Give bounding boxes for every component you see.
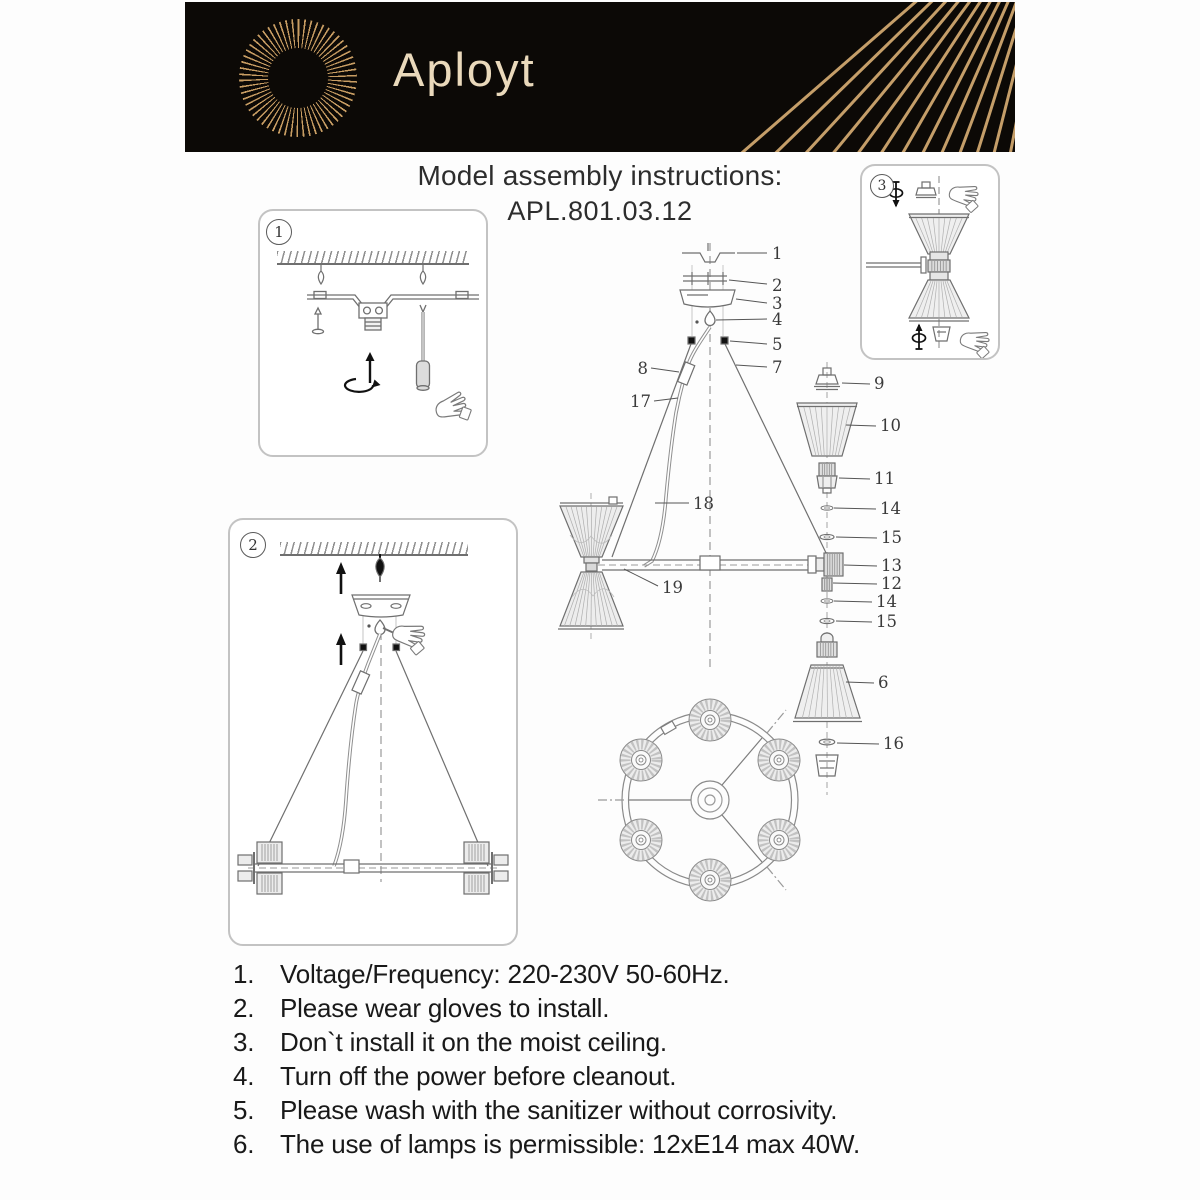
up-arrow-icon	[336, 562, 346, 665]
step-1-drawing	[260, 211, 486, 455]
top-view	[596, 699, 800, 901]
part-label-3: 3	[772, 294, 783, 313]
cable-grippers	[688, 337, 728, 344]
part-label-1: 1	[772, 244, 783, 263]
instruction-item-3	[233, 1025, 993, 1059]
canopy-part	[680, 290, 735, 307]
part-label-6: 6	[878, 673, 889, 692]
step-3-badge: 3	[870, 174, 894, 198]
item-number: 3.	[233, 1027, 255, 1057]
screw	[313, 308, 324, 334]
cord-clamp	[678, 362, 695, 385]
part-labels	[630, 244, 904, 753]
hand-icon	[947, 182, 982, 213]
part-label-14b: 14	[876, 592, 897, 611]
brand-banner	[185, 2, 1015, 152]
item-text: Please wash with the sanitizer without corrosivity.	[280, 1095, 838, 1125]
instruction-item-5	[233, 1093, 993, 1127]
mounting-bracket	[307, 292, 479, 331]
screwdriver-icon	[417, 305, 430, 390]
suspension-wires	[258, 651, 488, 866]
part-label-4: 4	[772, 310, 783, 329]
gold-rays-decoration-icon	[185, 2, 1015, 152]
part-label-13: 13	[881, 556, 902, 575]
hand-icon	[389, 621, 428, 657]
model-code: APL.801.03.12	[507, 196, 693, 226]
frame-bar	[248, 860, 498, 873]
item-number: 4.	[233, 1061, 255, 1091]
step-1-badge: 1	[266, 219, 292, 245]
item-text: The use of lamps is permissible: 12xE14 max 40W.	[280, 1129, 860, 1159]
crossbar-part	[683, 272, 727, 285]
part-label-12: 12	[881, 574, 902, 593]
frame-bar	[598, 556, 812, 570]
instruction-item-2	[233, 991, 993, 1025]
item-text: Please wear gloves to install.	[280, 993, 610, 1023]
item-text: Voltage/Frequency: 220-230V 50-60Hz.	[280, 959, 730, 989]
part-label-19: 19	[662, 578, 683, 597]
step-panel-2	[228, 518, 518, 946]
item-number: 5.	[233, 1095, 255, 1125]
part-label-10: 10	[880, 416, 901, 435]
canopy	[352, 595, 410, 617]
item-number: 2.	[233, 993, 255, 1023]
power-cord	[334, 634, 380, 866]
hanging-loop-part	[705, 311, 715, 326]
ceiling-hook	[376, 554, 384, 582]
spacer-part-12	[822, 578, 832, 591]
instruction-item-4	[233, 1059, 993, 1093]
part-label-15b: 15	[876, 612, 897, 631]
cone-shade-part-6	[793, 665, 862, 722]
socket-part-11	[817, 463, 837, 493]
rotate-arrow-icon	[345, 352, 380, 392]
step-panel-1	[258, 209, 488, 457]
part-label-8: 8	[637, 359, 648, 378]
hand-icon	[433, 390, 474, 428]
part-label-5: 5	[772, 335, 783, 354]
exploded-diagram	[540, 235, 1000, 915]
connector-part-13	[808, 553, 843, 576]
title-line1: Model assembly instructions:	[417, 160, 783, 191]
cap-part-9	[814, 368, 840, 390]
ceiling-profile-part	[682, 243, 735, 262]
exploded-column	[793, 362, 862, 795]
step-2-badge: 2	[240, 532, 266, 558]
instruction-list	[233, 957, 993, 1161]
part-label-18: 18	[693, 494, 714, 513]
part-label-17: 17	[630, 392, 651, 411]
step-2-drawing	[230, 520, 516, 944]
part-label-14a: 14	[880, 499, 901, 518]
item-text: Don`t install it on the moist ceiling.	[280, 1027, 667, 1057]
small-cap-top	[916, 182, 936, 198]
hourglass-shade	[558, 493, 624, 640]
part-label-15a: 15	[881, 528, 902, 547]
item-text: Turn off the power before cleanout.	[280, 1061, 677, 1091]
item-number: 1.	[233, 959, 255, 989]
socket-lower	[817, 633, 837, 657]
cone-shade-part-10	[797, 403, 857, 456]
item-number: 6.	[233, 1129, 255, 1159]
part-label-16: 16	[883, 734, 904, 753]
part-label-9: 9	[874, 374, 885, 393]
power-cord	[644, 327, 710, 566]
instruction-item-6	[233, 1127, 993, 1161]
part-label-11: 11	[874, 469, 895, 488]
instruction-item-1	[233, 957, 993, 991]
part-label-2: 2	[772, 276, 783, 295]
brand-name: Aployt	[393, 43, 536, 96]
part-label-7: 7	[772, 358, 783, 377]
